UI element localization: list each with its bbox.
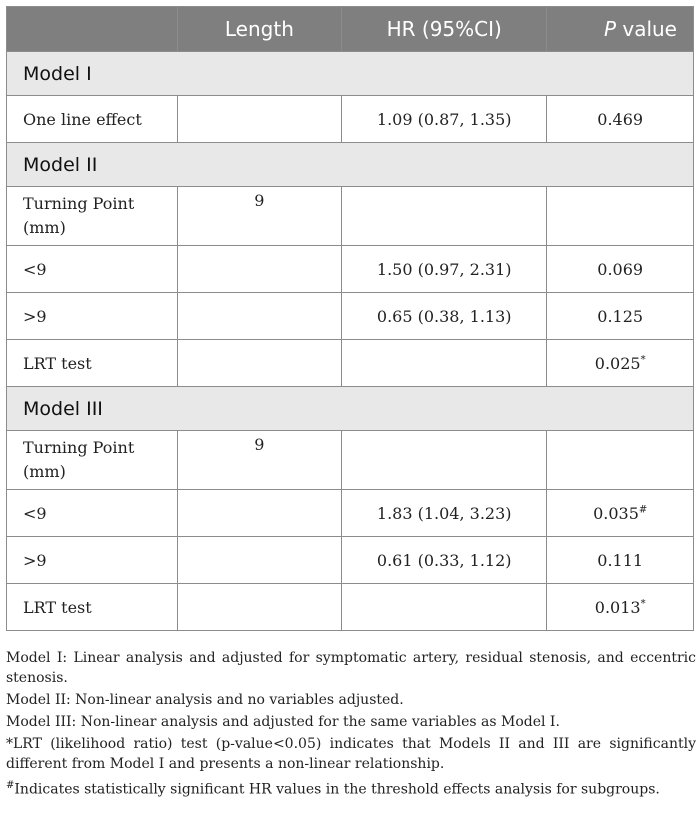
row-p (547, 431, 694, 490)
section-title: Model II (7, 143, 694, 187)
row-p (547, 537, 694, 584)
row-p (547, 490, 694, 537)
row-p (547, 584, 694, 631)
header-p-value (547, 7, 694, 52)
row-length (177, 584, 341, 631)
footnote-model-1: Model I: Linear analysis and adjusted for symptomatic artery, residual stenosis, and eccentric stenosis. (6, 650, 696, 686)
section-model-1 (7, 52, 694, 96)
row-hr: 1.50 (0.97, 2.31) (342, 246, 547, 293)
row-length (177, 246, 341, 293)
footnote-lrt: *LRT (likelihood ratio) test (p-value<0.05) indicates that Models II and III are significantly different from Model I and presents a non-linear relationship. (6, 736, 696, 772)
p-value: 0.125 (597, 306, 644, 326)
row-hr (342, 431, 547, 490)
row-hr: 1.09 (0.87, 1.35) (342, 96, 547, 143)
section-title: Model I (7, 52, 694, 96)
row-p (547, 187, 694, 246)
row-label: >9 (7, 293, 178, 340)
row-hr (342, 340, 547, 387)
footnote-model-3: Model III: Non-linear analysis and adjusted for the same variables as Model I. (6, 714, 560, 730)
row-hr: 0.61 (0.33, 1.12) (342, 537, 547, 584)
p-mark: * (640, 598, 646, 610)
table-row (7, 293, 694, 340)
row-hr (342, 187, 547, 246)
row-label: LRT test (7, 340, 178, 387)
row-length (177, 490, 341, 537)
row-label: Turning Point (mm) (7, 187, 178, 246)
row-p (547, 96, 694, 143)
footnote-hash-mark: # (6, 780, 15, 791)
p-value: 0.013 (594, 597, 641, 617)
header-length: Length (177, 7, 341, 52)
footnote-hash-text: Indicates statistically significant HR values in the threshold effects analysis for subgroups. (14, 781, 660, 798)
row-p (547, 340, 694, 387)
table-row (7, 96, 694, 143)
p-value: 0.025 (594, 353, 641, 373)
row-hr: 0.65 (0.38, 1.13) (342, 293, 547, 340)
row-length (177, 96, 341, 143)
header-p-rest: value (616, 17, 677, 41)
row-label: >9 (7, 537, 178, 584)
p-mark: # (638, 504, 648, 516)
table-row (7, 490, 694, 537)
row-label: Turning Point (mm) (7, 431, 178, 490)
section-model-2 (7, 143, 694, 187)
table-row (7, 584, 694, 631)
section-title: Model III (7, 387, 694, 431)
row-length: 9 (177, 187, 341, 246)
table-footnotes (6, 648, 696, 802)
table-row (7, 431, 694, 490)
p-value: 0.035 (593, 503, 639, 523)
row-length (177, 340, 341, 387)
p-mark: * (640, 354, 646, 366)
table-row (7, 246, 694, 293)
header-hr: HR (95%CI) (342, 7, 547, 52)
row-label: <9 (7, 490, 178, 537)
row-p (547, 246, 694, 293)
row-hr (342, 584, 547, 631)
table-row (7, 187, 694, 246)
table-row (7, 340, 694, 387)
row-hr: 1.83 (1.04, 3.23) (342, 490, 547, 537)
footnote-hash (6, 776, 696, 800)
row-length (177, 537, 341, 584)
p-value: 0.111 (597, 550, 644, 570)
row-label: LRT test (7, 584, 178, 631)
header-row (7, 7, 694, 52)
row-label: One line effect (7, 96, 178, 143)
p-value: 0.069 (597, 259, 644, 279)
row-label: <9 (7, 246, 178, 293)
footnote-model-2: Model II: Non-linear analysis and no variables adjusted. (6, 692, 404, 708)
p-value: 0.469 (597, 109, 644, 129)
row-length: 9 (177, 431, 341, 490)
header-blank (7, 7, 178, 52)
results-table (6, 6, 694, 631)
header-p-italic: P (603, 17, 616, 41)
row-p (547, 293, 694, 340)
row-length (177, 293, 341, 340)
section-model-3 (7, 387, 694, 431)
table-row (7, 537, 694, 584)
